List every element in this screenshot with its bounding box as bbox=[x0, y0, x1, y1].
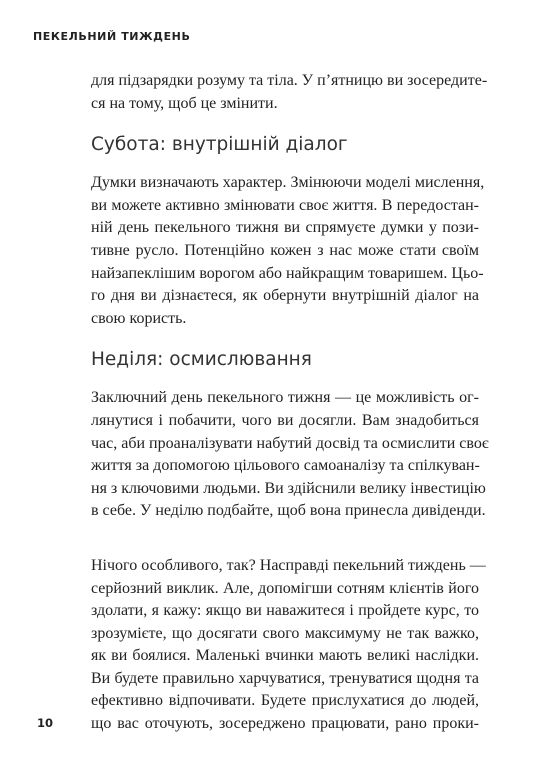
text-line: для підзарядки розуму та тіла. У п’ятницю ви зосередите- bbox=[91, 72, 488, 89]
text-line: Ви будете правильно харчуватися, тренуватися щодня та bbox=[91, 669, 479, 687]
page-body bbox=[91, 70, 489, 736]
paragraph-closing bbox=[91, 555, 486, 736]
text-line: свою користь. bbox=[91, 309, 187, 327]
text-line: як ви боялися. Маленькі вчинки мають великі наслідки. bbox=[91, 647, 479, 665]
text-line: здолати, я кажу: якщо ви наважитеся і пройдете курс, то bbox=[91, 602, 479, 620]
paragraph-continuation bbox=[91, 70, 488, 115]
text-line: в себе. У неділю подбайте, щоб вона принесла дивіденди. bbox=[91, 502, 486, 520]
section-heading-sunday: Неділя: осмислювання bbox=[91, 349, 312, 371]
text-line: ній день пекельного тижня ви спрямуєте думки у пози- bbox=[91, 219, 479, 237]
text-line: життя за допомогою цільового самоаналізу та спілкуван- bbox=[91, 457, 480, 475]
page-number: 10 bbox=[37, 716, 54, 730]
paragraph-saturday bbox=[91, 172, 485, 330]
text-line: тивне русло. Потенційно кожен з нас може стати своїм bbox=[91, 241, 479, 259]
text-line: ефективно відпочивати. Будете прислухатися до людей, bbox=[91, 692, 479, 710]
text-line: лянутися і побачити, чого ви досягли. Вам знадобиться bbox=[91, 411, 479, 429]
text-line: зрозумієте, що досягати свого максимуму не так важко, bbox=[91, 624, 479, 642]
text-line: серйозний виклик. Але, допомігши сотням клієнтів його bbox=[91, 579, 479, 597]
text-line: ня з ключовими людьми. Ви здійснили велику інвестицію bbox=[91, 479, 486, 497]
paragraph-sunday bbox=[91, 387, 489, 523]
text-line: час, аби проаналізувати набутий досвід та осмислити своє bbox=[91, 434, 489, 452]
text-line: Нічого особливого, так? Насправді пекельний тиждень — bbox=[91, 556, 486, 574]
text-line: ви можете активно змінювати своє життя. В передостан- bbox=[91, 196, 479, 214]
text-line: го дня ви дізнаєтеся, як обернути внутрішній діалог на bbox=[91, 287, 479, 305]
text-line: що вас оточують, зосереджено працювати, рано проки- bbox=[91, 715, 479, 733]
text-line: найзапеклішим ворогом або найкращим товаришем. Цьо- bbox=[91, 264, 484, 282]
running-header: ПЕКЕЛЬНИЙ ТИЖДЕНЬ bbox=[33, 30, 191, 43]
text-line: Думки визначають характер. Змінюючи моделі мислення, bbox=[91, 174, 485, 192]
section-heading-saturday: Субота: внутрішній діалог bbox=[91, 134, 348, 156]
text-line: Заключний день пекельного тижня — це можливість ог- bbox=[91, 389, 479, 407]
text-line: ся на тому, щоб це змінити. bbox=[91, 94, 278, 112]
paragraph-spacer bbox=[91, 523, 479, 555]
